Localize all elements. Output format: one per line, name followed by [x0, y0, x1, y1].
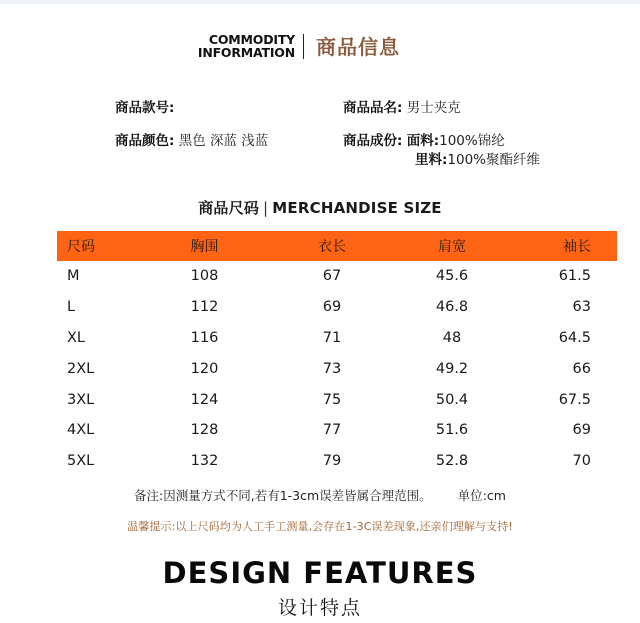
table-row	[57, 384, 617, 415]
fabric-value: 100%锦纶	[439, 133, 505, 149]
header-divider	[303, 34, 304, 59]
measurement-note	[0, 486, 640, 504]
lining-label: 里料:	[415, 152, 448, 168]
name-label: 商品品名:	[343, 100, 403, 116]
cell-shoulder: 52.8	[435, 453, 469, 470]
size-section-title	[0, 198, 640, 218]
cell-size: XL	[67, 329, 86, 346]
cell-length: 73	[322, 360, 342, 377]
table-row	[57, 415, 617, 446]
cell-length: 67	[322, 268, 342, 285]
cell-chest: 132	[190, 453, 219, 470]
cell-sleeve: 69	[572, 422, 591, 439]
header-cn-title: 商品信息	[316, 35, 400, 59]
cell-chest: 128	[190, 422, 219, 439]
cell-sleeve: 63	[572, 299, 591, 316]
cell-sleeve: 61.5	[558, 268, 591, 285]
cell-size: 2XL	[67, 360, 95, 377]
cell-shoulder: 46.8	[435, 299, 469, 316]
header-chest: 胸围	[137, 231, 272, 261]
lining-value: 100%聚酯纤维	[447, 152, 541, 168]
table-row	[57, 353, 617, 384]
size-table	[57, 231, 617, 477]
fabric-label: 面料:	[406, 133, 440, 149]
table-row	[57, 261, 617, 292]
cell-length: 77	[322, 422, 342, 439]
header-sleeve: 袖长	[512, 231, 617, 261]
size-title-separator: |	[263, 199, 269, 217]
cell-chest: 112	[190, 299, 219, 316]
cell-length: 71	[322, 329, 342, 346]
header-shoulder: 肩宽	[392, 231, 512, 261]
cell-shoulder: 51.6	[435, 422, 469, 439]
cell-size: L	[67, 299, 76, 316]
cell-sleeve: 67.5	[558, 391, 591, 408]
info-composition	[343, 132, 505, 150]
design-features-title: DESIGN FEATURES	[162, 556, 478, 590]
cell-sleeve: 66	[572, 360, 591, 377]
cell-sleeve: 70	[572, 453, 591, 470]
table-row	[57, 292, 617, 323]
note-unit: 单位:cm	[457, 488, 506, 503]
cell-length: 79	[322, 453, 342, 470]
cell-shoulder: 45.6	[435, 268, 469, 285]
cell-size: 5XL	[67, 453, 95, 470]
header-en-line2: INFORMATION	[197, 45, 295, 60]
model-label: 商品款号:	[115, 100, 175, 116]
commodity-header	[0, 33, 640, 63]
cell-size: M	[67, 268, 80, 285]
info-model	[115, 99, 174, 117]
note-text: 备注:因测量方式不同,若有1-3cm误差皆属合理范围。	[134, 488, 432, 503]
size-title-en: MERCHANDISE SIZE	[272, 199, 442, 217]
cell-shoulder: 49.2	[435, 360, 469, 377]
header-en-line1: COMMODITY	[208, 32, 295, 47]
color-label: 商品颜色:	[115, 133, 175, 149]
cell-length: 75	[322, 391, 342, 408]
info-name	[343, 99, 461, 117]
header-length: 衣长	[272, 231, 392, 261]
size-title-cn: 商品尺码	[198, 199, 260, 217]
cell-shoulder: 50.4	[435, 391, 469, 408]
name-value: 男士夹克	[406, 100, 461, 116]
size-table-header-row	[57, 231, 617, 261]
info-lining	[415, 151, 540, 169]
cell-size: 3XL	[67, 391, 95, 408]
cell-length: 69	[322, 299, 342, 316]
cell-chest: 124	[190, 391, 219, 408]
warm-tip: 温馨提示:以上尺码均为人工手工测量,会存在1-3C误差现象,还亲们理解与支持!	[127, 520, 513, 533]
table-row	[57, 446, 617, 477]
top-strip	[0, 0, 640, 4]
info-color	[115, 132, 268, 150]
composition-label: 商品成份:	[343, 133, 403, 149]
table-row	[57, 323, 617, 354]
header-en-title	[183, 33, 295, 59]
cell-chest: 116	[190, 329, 219, 346]
color-value: 黑色 深蓝 浅蓝	[178, 133, 269, 149]
cell-chest: 120	[190, 360, 219, 377]
cell-shoulder: 48	[442, 329, 462, 346]
cell-size: 4XL	[67, 422, 95, 439]
header-size: 尺码	[57, 231, 137, 261]
cell-chest: 108	[190, 268, 219, 285]
cell-sleeve: 64.5	[558, 329, 591, 346]
design-features-subtitle: 设计特点	[277, 597, 362, 619]
